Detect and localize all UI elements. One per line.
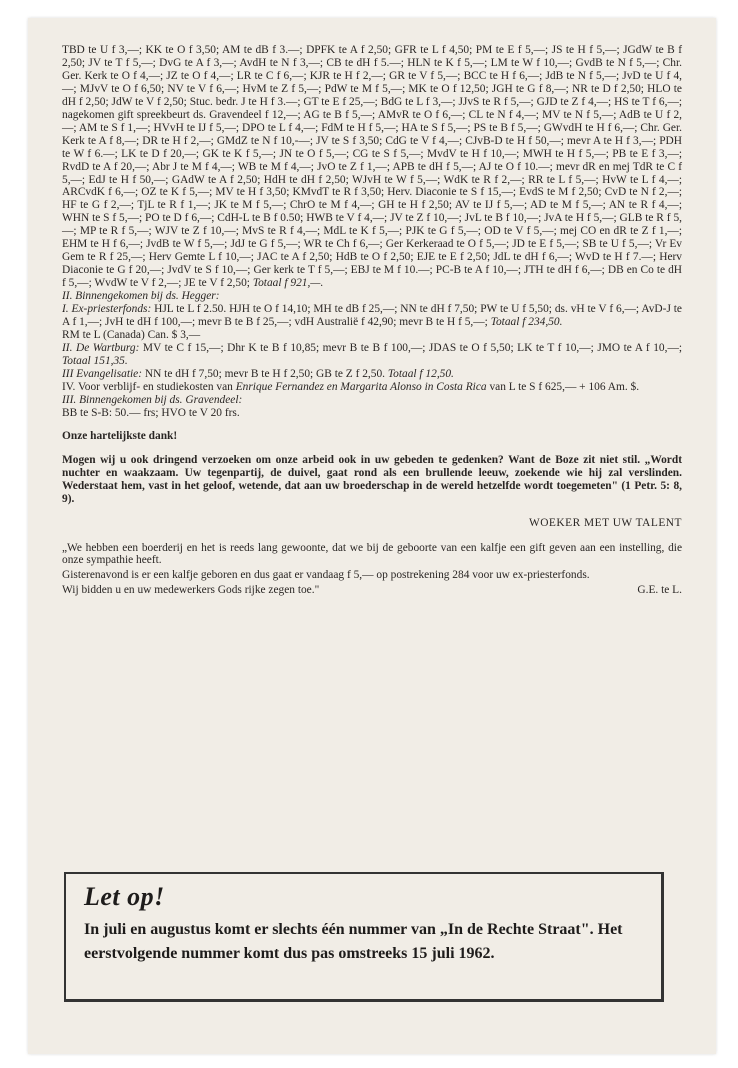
verblijf-suffix: van L te S f 625,— + 106 Am. $. — [486, 380, 640, 393]
ex-priesterfonds-label: I. Ex-priesterfonds: — [62, 303, 152, 316]
ex-priesterfonds-block — [62, 303, 682, 329]
section-ii-title-text: II. Binnengekomen bij ds. Hegger: — [62, 290, 220, 303]
ex-priesterfonds-total: Totaal f 234,50. — [490, 316, 563, 329]
notice-box — [64, 872, 664, 1002]
wartburg-label: II. De Wartburg: — [62, 341, 140, 354]
evangelisatie-block — [62, 368, 682, 381]
evangelisatie-entries: NN te dH f 7,50; mevr B te H f 2,50; GB te Z f 2,50. — [142, 367, 385, 380]
woeker-paragraph-2: Gisterenavond is er een kalfje geboren en dus gaat er vandaag f 5,— op postrekening 284 voor uw ex-priesterfonds. — [62, 569, 590, 582]
rm-canada-line: RM te L (Canada) Can. $ 3,— — [62, 328, 201, 341]
woeker-closing-line — [62, 584, 682, 597]
wartburg-block — [62, 342, 682, 368]
wartburg-total: Totaal 151,35. — [62, 354, 128, 367]
evangelisatie-total: Totaal f 12,50. — [387, 367, 454, 380]
evangelisatie-label: III Evangelisatie: — [62, 367, 143, 380]
verblijf-block — [62, 381, 682, 394]
woeker-signature: G.E. te L. — [637, 584, 682, 597]
woeker-paragraph-3: Wij bidden u en uw medewerkers Gods rijke zegen toe." — [62, 584, 320, 597]
donations-list — [62, 44, 682, 290]
donations-entries: TBD te U f 3,—; KK te O f 3,50; AM te dB f 3.—; DPFK te A f 2,50; GFR te L f 4,50; PM te E f 5,—; JS te H f 5,—; JGdW te B f 2,50; JV te T f 5,—; DvG te A f 3,—; AvdH te N f 3,—; CB te dH f 5.—; HLN te K f 5,—; LM te W f 10,—; GvdB te N f 5,—; Chr. Ger. Kerk te O f 4,—; JZ te O f 4,—; LR te C f 6,—; KJR te H f 2,—; GR te V f 5,—; BCC te H f 6,—; JdB te N f 5,—; JvD te U f 4,—; MJvV te O f 6,50; NV te V f 6,—; HvM te Z f 5,—; PdW te M f 5,—; MK te O f 12,50; JGH te G f 8,—; NR te D f 2,50; HLO te dH f 2,50; JdW te V f 2,50; Stuc. bedr. J te H f 3.—; GT te E f 25,—; BdG te L f 3,—; JJvS te R f 5,—; GJD te Z f 4,—; HS te T f 6,—; nagekomen gift spreekbeurt ds. Gravendeel f 12,—; AG te B f 5,—; AMvR te O f 6,—; CL te N f 4,—; MV te N f 5,—; AdB te U f 2,—; AM te S f 1,—; HVvH te IJ f 5,—; DPO te L f 4,—; FdM te H f 5,—; HA te S f 5,—; PS te B f 5,—; GWvdH te H f 6,—; Chr. Ger. Kerk te A f 8,—; DR te H f 2,—; GMdZ te N f 10,-—; JV te S f 3,50; CdG te V f 4,—; CJvB-D te H f 50,—; mevr A te H f 3,—; PDH te W f 6.—; LK te D f 20,—; GK te K f 5,—; JN te O f 5,—; CG te S f 5,—; MvdV te H f 10,—; MWH te H f 5,—; PB te E f 3,—; RvdD te A f 20,—; Abr J te M f 4,—; WB te M f 4,—; JvO te Z f 1,—; APB te dH f 5,—; AJ te O f 10.—; mevr dR en mej TdR te C f 5,—; EdJ te H f 50,—; GAdW te A f 2,50; HdH te dH f 2,50; WJvH te W f 5,—; WdK te R f 2,—; RR te L f 5,—; HvW te L f 4,—; ARCvdK f 6,—; OZ te K f 5,—; MV te H f 3,50; KMvdT te R f 3,50; Herv. Diaconie te S f 15,—; EvdS te M f 2,50; CvD te N f 2,—; HF te G f 2,—; TjL te R f 1,—; JK te M f 5,—; ChrO te M f 4,—; GH te H f 2,50; AV te IJ f 5,—; AD te M f 5,—; AN te R f 4,—; WHN te S f 5,—; PO te D f 6,—; CdH-L te B f 0.50; HWB te V f 4,—; JV te Z f 10,—; JvL te B f 10,—; JvA te H f 5,—; GLB te R f 5,—; MP te R f 5,—; WJV te Z f 10,—; MvS te R f 4,—; MdL te K f 5,—; PJK te G f 5,—; OD te V f 5,—; mej CO en dR te Z f 1,—; EHM te H f 6,—; JvdB te W f 5,—; JdJ te G f 5,—; WR te Ch f 6,—; Ger Kerkeraad te O f 5,—; JD te E f 5,—; SB te U f 5,—; Vr Ev Gem te R f 25,—; Herv Gemte L f 10,—; JAC te A f 2,50; HdB te O f 2,50; EJE te E f 2,50; JdL te dH f 6,—; WvD te H f 7.—; Herv Diaconie te G f 20,—; JvdV te S f 10,—; Ger kerk te T f 5,—; EBJ te M f 10.—; PC-B te A f 10,—; JTH te dH f 6,—; DB en Co te dH f 5,—; WvdW te V f 2,—; JE te V f 2,50; — [62, 44, 682, 290]
notice-text: In juli en augustus komt er slechts één nummer van „In de Rechte Straat". Het eerstvolgende nummer komt dus pas omstreeks 15 juli 1962. — [84, 921, 623, 962]
prayer-paragraph: Mogen wij u ook dringend verzoeken om onze arbeid ook in uw gebeden te gedenken? Want de Boze zit niet stil. „Wordt nuchter en waakzaam. Uw tegenpartij, de duivel, gaat rond als een brullende leeuw, zoekende wie hij zal verslinden. Wederstaat hem, vast in het geloof, wetende, dat aan uw broederschap in de wereld hetzelfde wordt toegemeten" (1 Petr. 5: 8, 9). — [62, 453, 682, 505]
thanks-heading: Onze hartelijkste dank! — [62, 429, 178, 442]
section-ii-title — [62, 290, 682, 303]
section-iii-title — [62, 394, 682, 407]
verblijf-names: Enrique Fernandez en Margarita Alonso in Costa Rica — [235, 380, 487, 393]
woeker-title: WOEKER MET UW TALENT — [528, 517, 682, 530]
notice-title: Let op! — [84, 882, 165, 911]
magazine-page — [28, 18, 716, 1054]
gravendeel-line: BB te S-B: 50.— frs; HVO te V 20 frs. — [62, 406, 240, 419]
ex-priesterfonds-entries: HJL te L f 2.50. HJH te O f 14,10; MH te dB f 25,—; NN te dH f 7,50; PW te U f 5,50; ds. vH te V f 6,—; AvD-J te A f 1,—; JvH te dH f 100,—; mevr B te B f 25,—; vdH Australië f 42,90; mevr B te H f 5,—; — [62, 303, 682, 329]
woeker-paragraph-1: „We hebben een boerderij en het is reeds lang gewoonte, dat we bij de geboorte van een kalfje een gift geven aan een instelling, die onze sympathie heeft. — [62, 541, 682, 567]
body-text — [62, 44, 682, 597]
wartburg-entries: MV te C f 15,—; Dhr K te B f 10,85; mevr B te B f 100,—; JDAS te O f 5,50; LK te T f 10,—; JMO te A f 10,—; — [139, 341, 682, 354]
section-iii-title-text: III. Binnengekomen bij ds. Gravendeel: — [62, 393, 243, 406]
donations-total: Totaal f 921,—. — [252, 277, 324, 290]
verblijf-prefix: IV. Voor verblijf- en studiekosten van — [62, 380, 236, 393]
